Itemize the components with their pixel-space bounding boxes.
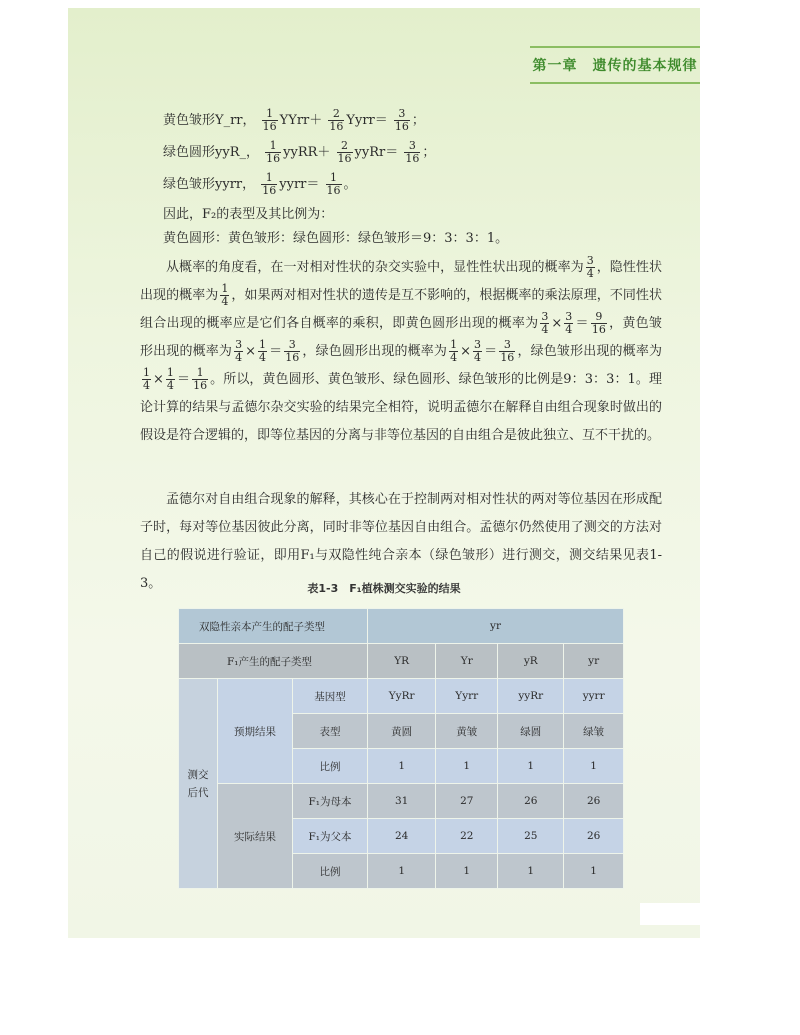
fraction: $\frac{1}{4}$ [221,282,229,308]
table-row: 比例 1 1 1 1 [179,749,624,784]
row2-label: F₁产生的配子类型 [179,644,368,679]
row1-value: yr [368,609,624,644]
fraction: $\frac{3}{16}$ [500,338,515,364]
table-row [179,609,624,644]
fraction: $\frac{3}{4}$ [565,310,573,336]
fraction: $\frac{1}{16}$ [262,171,277,197]
fraction: $\frac{1}{4}$ [450,338,458,364]
expected-label: 预期结果 [218,679,293,784]
formula-green-wrinkled: 绿色皱形yyrr， $\frac{1}{16}$ yyrr＝ $\frac{1}{16}$ 。 [163,171,357,197]
fraction: $\frac{1}{16}$ [262,107,277,133]
scan-blank-patch [640,903,700,925]
paragraph-probability: 从概率的角度看，在一对相对性状的杂交实验中，显性性状出现的概率为 $\frac{3}{4}$ ，隐性性状出现的概率为 $\frac{1}{4}$ ，如果两对相对性状的遗传是互不影响的，根据概率的乘法原理，不同性状组合出现的概率应是它们各自概率的乘积，即黄色圆形出现的概率为 $\frac{3}{4}$ × $\frac{3}{4}$ ＝ $\frac{9}{16}$ ，黄色皱形出现的概率为 $\frac{3}{4}$ × $\frac{1}{4}$ ＝ $\frac{3}{16}$ ，绿色圆形出现的概率为 $\frac{1}{4}$ × $\frac{3}{4}$ ＝ $\frac{3}{16}$ ，绿色皱形出现的概率为 $\frac{1}{4}$ × $\frac{1}{4}$ ＝ $\frac{1}{16}$ 。所以，黄色圆形、黄色皱形、绿色圆形、绿色皱形的比例是9：3：3：1。理论计算的结果与孟德尔杂交实验的结果完全相符，说明孟德尔在解释自由组合现象时做出的假设是符合逻辑的，即等位基因的分离与非等位基因的自由组合是彼此独立、互不干扰的。 [140,254,662,443]
table-row: 比例 1 1 1 1 [179,854,624,889]
testcross-results-table [178,608,624,889]
fraction: $\frac{3}{16}$ [405,139,420,165]
paragraph-testcross: 孟德尔对自由组合现象的解释，其核心在于控制两对相对性状的两对等位基因在形成配子时，每对等位基因彼此分离，同时非等位基因自由组合。孟德尔仍然使用了测交的方法对自己的假说进行验证，即用F₁与双隐性纯合亲本（绿色皱形）进行测交，测交结果见表1-3。 [140,492,662,591]
chapter-title: 第一章 遗传的基本规律 [532,58,698,74]
fraction: $\frac{1}{16}$ [266,139,281,165]
table-row: F₁产生的配子类型 YR Yr yR yr [179,644,624,679]
fraction: $\frac{3}{16}$ [394,107,409,133]
fraction: $\frac{3}{4}$ [235,338,243,364]
conclusion-line-2: 黄色圆形：黄色皱形：绿色圆形：绿色皱形＝9：3：3：1。 [163,231,509,246]
fraction: $\frac{3}{4}$ [474,338,481,364]
table-row: 实际结果 F₁为母本 31 27 26 26 [179,784,624,819]
formula-yellow-wrinkled: 黄色皱形Y_rr， $\frac{1}{16}$ YYrr＋ $\frac{2}{16}$ Yyrr＝ $\frac{3}{16}$ ； [163,107,425,133]
formula-green-round: 绿色圆形yyR_， $\frac{1}{16}$ yyRR＋ $\frac{2}{16}$ yyRr＝ $\frac{3}{16}$ ； [163,139,436,165]
fraction: $\frac{1}{4}$ [166,366,174,392]
fraction: $\frac{9}{16}$ [591,310,606,336]
fraction: $\frac{1}{4}$ [143,366,150,392]
chapter-header [530,46,700,84]
fraction: $\frac{2}{16}$ [329,107,344,133]
fraction: $\frac{1}{4}$ [258,338,266,364]
fraction: $\frac{1}{16}$ [326,171,341,197]
actual-label: 实际结果 [218,784,293,889]
fraction: $\frac{3}{16}$ [285,338,300,364]
row1-label: 双隐性亲本产生的配子类型 [179,609,368,644]
table-row: F₁为父本 24 22 25 26 [179,819,624,854]
table-row: 测交 后代 预期结果 基因型 YyRr Yyrr yyRr yyrr [179,679,624,714]
fraction: $\frac{2}{16}$ [337,139,352,165]
fraction: $\frac{3}{4}$ [586,254,594,280]
table-caption: 表1-3 F₁植株测交实验的结果 [307,582,461,595]
table-row: 表型 黄圆 黄皱 绿圆 绿皱 [179,714,624,749]
textbook-page [68,8,700,938]
fraction: $\frac{1}{16}$ [193,366,208,392]
fraction: $\frac{3}{4}$ [541,310,549,336]
conclusion-line-1: 因此，F₂的表型及其比例为： [163,207,334,222]
group-label: 测交 后代 [179,679,218,889]
